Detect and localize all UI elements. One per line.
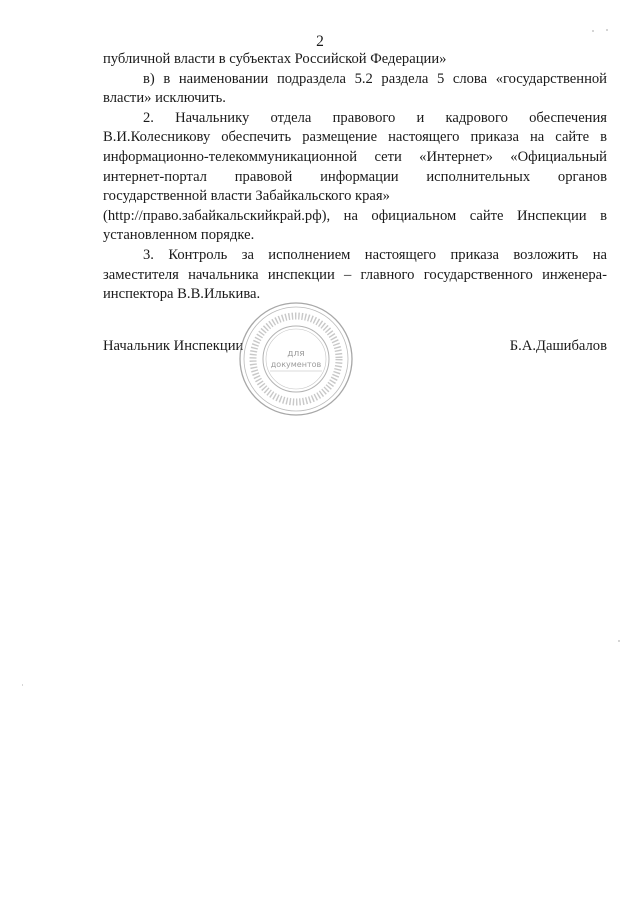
document-body <box>103 50 607 305</box>
paragraph-item-2: 2. Начальнику отдела правового и кадрового обеспечения В.И.Колесникову обеспечить размещение настоящего приказа на сайте в информационно-телекоммуникационной сети «Интернет» «Официальный интернет-портал правовой информации исполнительных органов государственной власти Забайкальского края» <box>103 109 607 205</box>
scan-speck <box>22 684 23 686</box>
scan-speck <box>592 30 594 32</box>
scan-speck <box>618 640 620 642</box>
signatory-title: Начальник Инспекции <box>103 338 244 354</box>
paragraph-continuation: публичной власти в субъектах Российской Федерации» <box>103 51 447 67</box>
paragraph-item-v: в) в наименовании подраздела 5.2 раздела 5 слова «государственной власти» исключить. <box>103 70 607 107</box>
paragraph-item-3: 3. Контроль за исполнением настоящего приказа возложить на заместителя начальника инспекции – главного государственного инженера-инспектора В.В.Илькива. <box>103 246 607 303</box>
paragraph-item-2-continued: (http://право.забайкальскийкрай.рф), на официальном сайте Инспекции в установленном порядке. <box>103 207 607 244</box>
signatory-name: Б.А.Дашибалов <box>509 338 607 354</box>
page-number: 2 <box>316 33 324 50</box>
seal-center-line1: для <box>287 349 305 359</box>
seal-center-line2: документов <box>270 360 322 369</box>
scan-speck <box>606 29 608 31</box>
official-seal <box>236 300 356 418</box>
